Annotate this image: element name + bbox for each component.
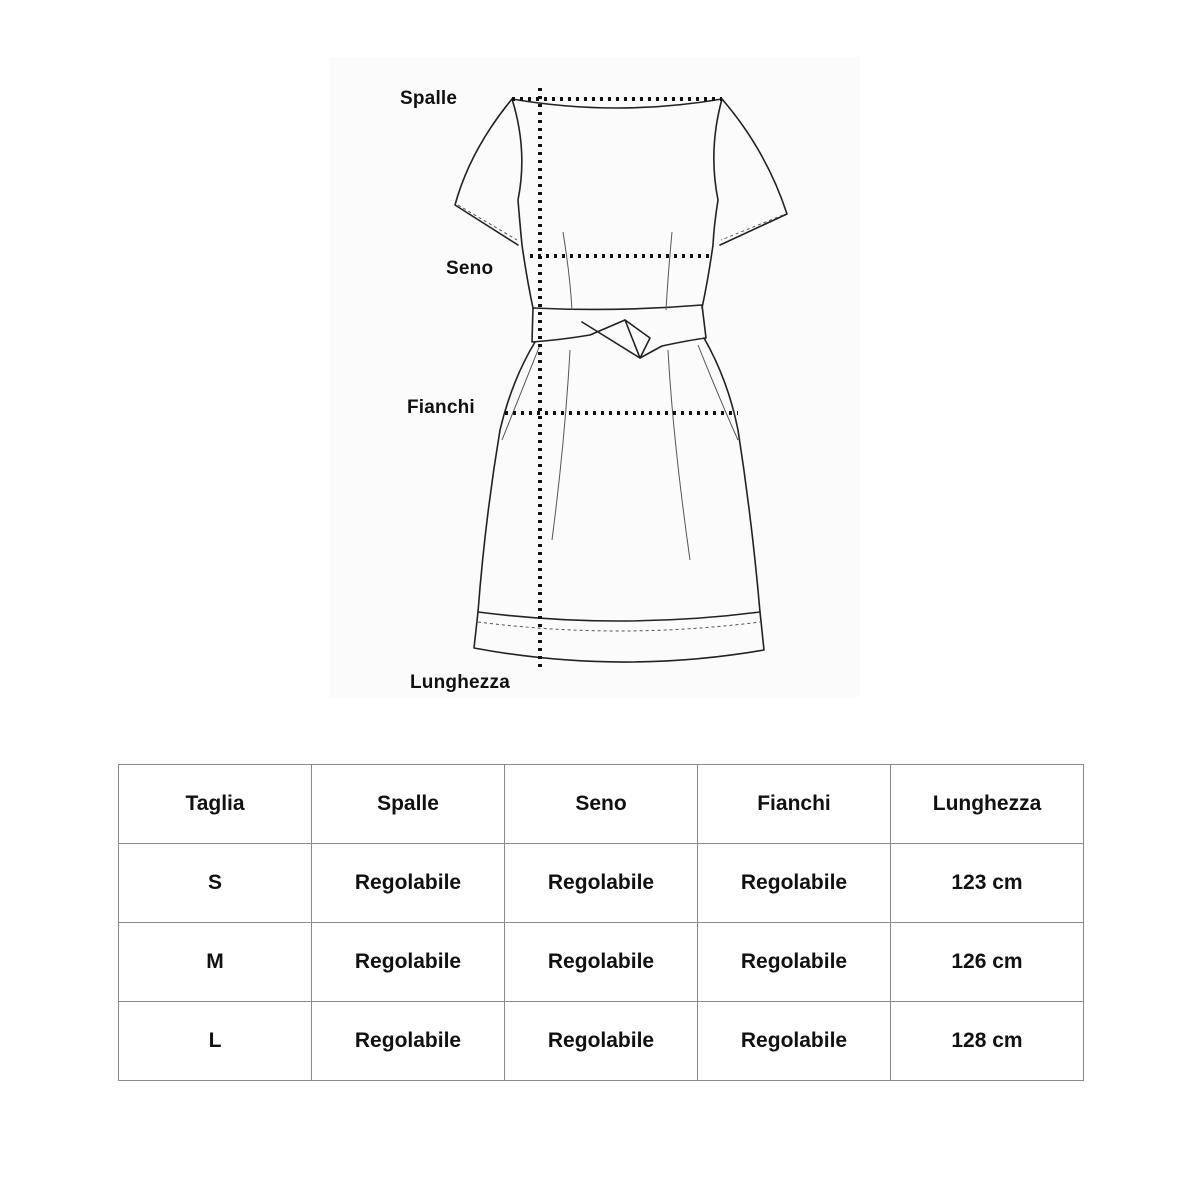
- cell-bust: Regolabile: [505, 923, 698, 1002]
- hem-stitch: [478, 622, 760, 631]
- header-length: Lunghezza: [891, 765, 1084, 844]
- dress-skirt-right: [704, 338, 760, 612]
- cell-shoulders: Regolabile: [312, 1002, 505, 1081]
- sleeve-stitch-left: [458, 205, 517, 240]
- dress-bodice-right: [702, 99, 722, 308]
- cell-bust: Regolabile: [505, 844, 698, 923]
- header-shoulders: Spalle: [312, 765, 505, 844]
- header-size: Taglia: [119, 765, 312, 844]
- cell-size: L: [119, 1002, 312, 1081]
- bust-label: Seno: [446, 258, 494, 279]
- cell-hips: Regolabile: [698, 923, 891, 1002]
- table-row: [119, 923, 1084, 1002]
- header-bust: Seno: [505, 765, 698, 844]
- dress-belt-overlap: [582, 320, 650, 358]
- cell-length: 123 cm: [891, 844, 1084, 923]
- cell-shoulders: Regolabile: [312, 923, 505, 1002]
- dress-sleeve-left: [455, 99, 518, 245]
- dart-left: [563, 232, 572, 310]
- cell-shoulders: Regolabile: [312, 844, 505, 923]
- pleat-left: [552, 350, 570, 540]
- pocket-left: [502, 345, 540, 440]
- cell-length: 126 cm: [891, 923, 1084, 1002]
- dart-right: [666, 232, 672, 310]
- dress-belt: [532, 305, 706, 358]
- header-hips: Fianchi: [698, 765, 891, 844]
- dress-bodice-left: [512, 99, 533, 308]
- dress-sleeve-right: [720, 99, 787, 245]
- pocket-right: [698, 345, 738, 440]
- dress-hem-band: [474, 612, 764, 662]
- size-table: [118, 764, 1084, 1081]
- cell-hips: Regolabile: [698, 1002, 891, 1081]
- table-row: [119, 844, 1084, 923]
- table-row: [119, 1002, 1084, 1081]
- length-label: Lunghezza: [410, 672, 510, 693]
- sleeve-stitch-right: [721, 215, 783, 240]
- cell-hips: Regolabile: [698, 844, 891, 923]
- hips-label: Fianchi: [407, 397, 475, 418]
- dress-skirt-left: [478, 342, 535, 612]
- pleat-right: [668, 350, 690, 560]
- cell-size: S: [119, 844, 312, 923]
- cell-bust: Regolabile: [505, 1002, 698, 1081]
- cell-length: 128 cm: [891, 1002, 1084, 1081]
- shoulders-label: Spalle: [400, 88, 458, 109]
- size-table-header: [119, 765, 1084, 844]
- cell-size: M: [119, 923, 312, 1002]
